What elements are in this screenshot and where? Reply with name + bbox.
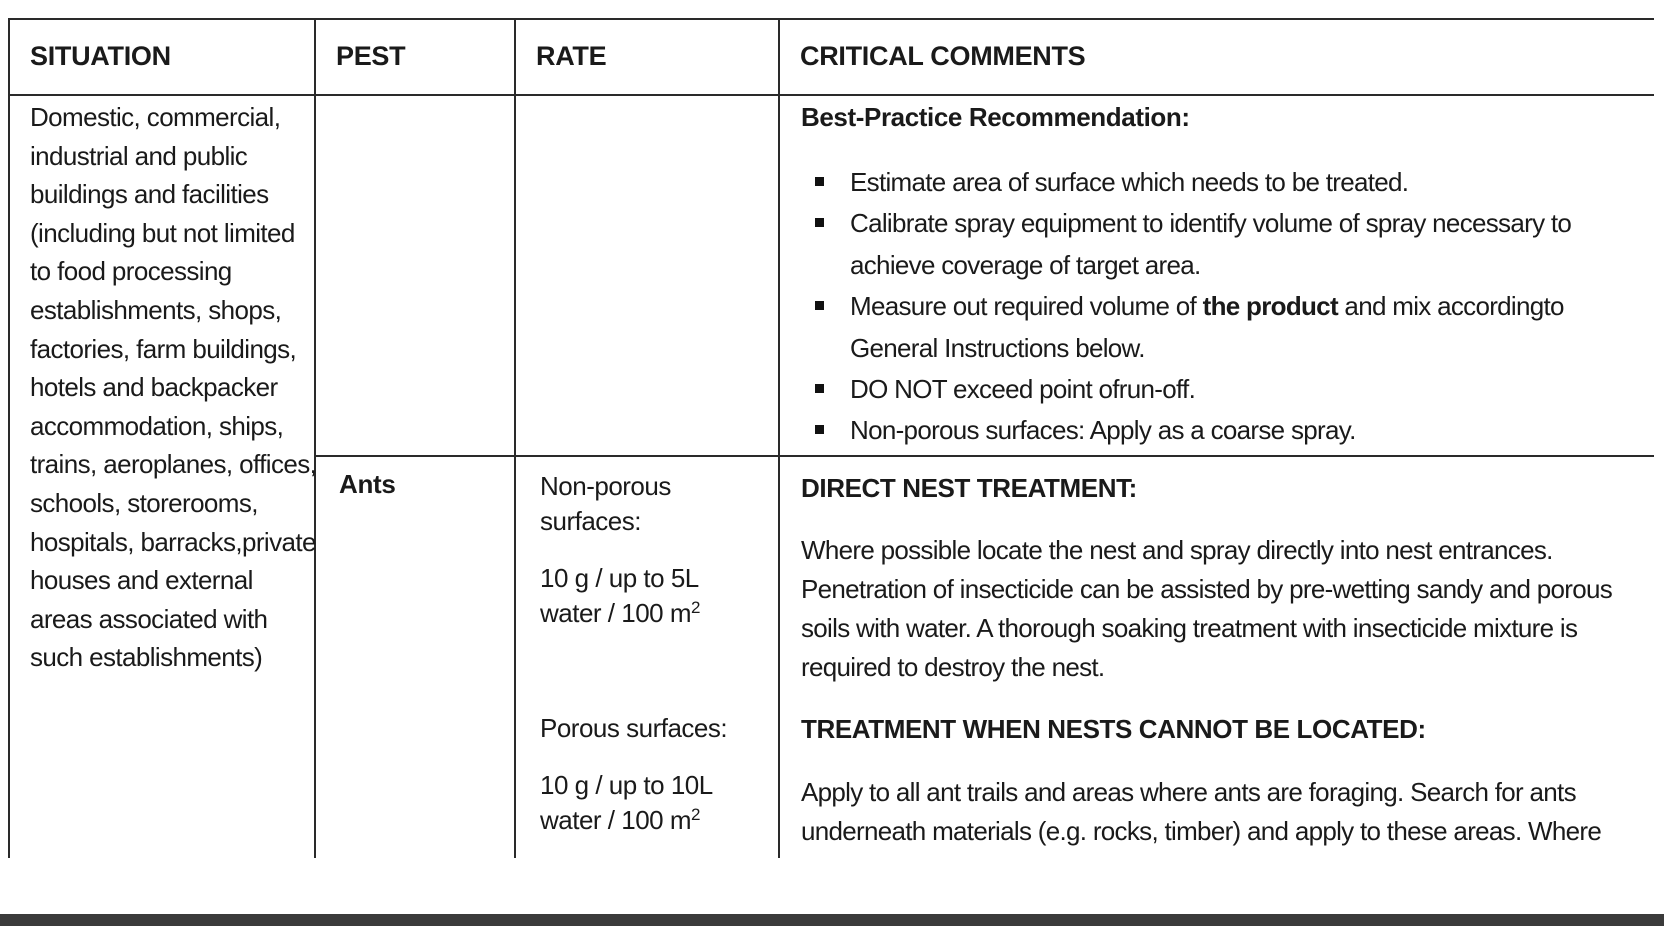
directions-table (8, 18, 1654, 858)
best-practice-heading: Best-Practice Recommendation: (801, 102, 1190, 132)
bullet-icon (815, 425, 824, 434)
direct-nest-text: Where possible locate the nest and spray directly into nest entrances. Penetration of insecticide can be assisted by pre-wetting sandy and porous soils with water. A thorough soaking treatment with insecticide mixture is required to destroy the nest. (801, 535, 1613, 682)
porous-rate (540, 768, 780, 838)
table-left-border (8, 18, 10, 858)
best-practice-list (801, 162, 1641, 452)
bullet-icon (815, 218, 824, 227)
bullet-text: Non-porous surfaces: Apply as a coarse spray. (850, 415, 1356, 446)
product-emphasis: the product (1202, 291, 1338, 322)
best-practice-comments (801, 98, 1641, 452)
best-practice-item (801, 203, 1641, 286)
nonporous-rate-superscript: 2 (691, 598, 700, 617)
bullet-text: Estimate area of surface which needs to be treated. (850, 167, 1409, 197)
header-bottom-border (8, 94, 1654, 96)
header-situation: SITUATION (30, 41, 171, 71)
nonporous-rate-line1: 10 g / up to 5L (540, 563, 699, 593)
best-practice-item (801, 286, 1641, 369)
bullet-icon (815, 177, 824, 186)
nests-not-located-heading: TREATMENT WHEN NESTS CANNOT BE LOCATED: (801, 714, 1426, 744)
rate-cell (540, 469, 780, 838)
best-practice-item (801, 162, 1641, 203)
best-practice-item (801, 369, 1641, 410)
porous-rate-line1: 10 g / up to 10L (540, 770, 713, 800)
best-practice-item (801, 410, 1641, 451)
header-rate: RATE (536, 41, 607, 71)
situation-cell-text: Domestic, commercial, industrial and public buildings and facilities (including but not limited to food processing establishments, shops, factories, farm buildings, hotels and backpacker accommodation, ships, trains, aeroplanes, offices, schools, storerooms, hospitals, barracks,private houses and external areas associated with such establishments) (30, 102, 317, 673)
bottom-edge-bar (0, 914, 1664, 926)
table-top-border (8, 18, 1654, 20)
bullet-icon (815, 301, 824, 310)
porous-label: Porous surfaces: (540, 713, 728, 743)
header-critical-comments: CRITICAL COMMENTS (800, 41, 1086, 71)
bullet-text: DO NOT exceed point ofrun-off. (850, 374, 1196, 405)
nonporous-rate-line2: water / 100 m (540, 598, 692, 628)
column-divider-pest-rate (514, 18, 516, 858)
bullet-text: and mix accordingto General Instructions below. (850, 291, 1564, 363)
ants-comments (801, 469, 1641, 851)
nonporous-rate (540, 561, 780, 631)
bullet-icon (815, 384, 824, 393)
nonporous-label: Non-porous surfaces: (540, 471, 671, 536)
header-pest: PEST (336, 41, 406, 71)
direct-nest-heading: DIRECT NEST TREATMENT: (801, 473, 1137, 503)
porous-rate-line2: water / 100 m (540, 805, 692, 835)
bullet-text: Calibrate spray equipment to identify volume of spray necessary to achieve coverage of target area. (850, 208, 1572, 280)
bullet-text: Measure out required volume of (850, 291, 1203, 322)
porous-rate-superscript: 2 (691, 805, 700, 824)
nests-not-located-text: Apply to all ant trails and areas where ants are foraging. Search for ants underneath materials (e.g. rocks, timber) and apply to these areas. Where (801, 777, 1602, 846)
pest-name: Ants (339, 469, 396, 499)
